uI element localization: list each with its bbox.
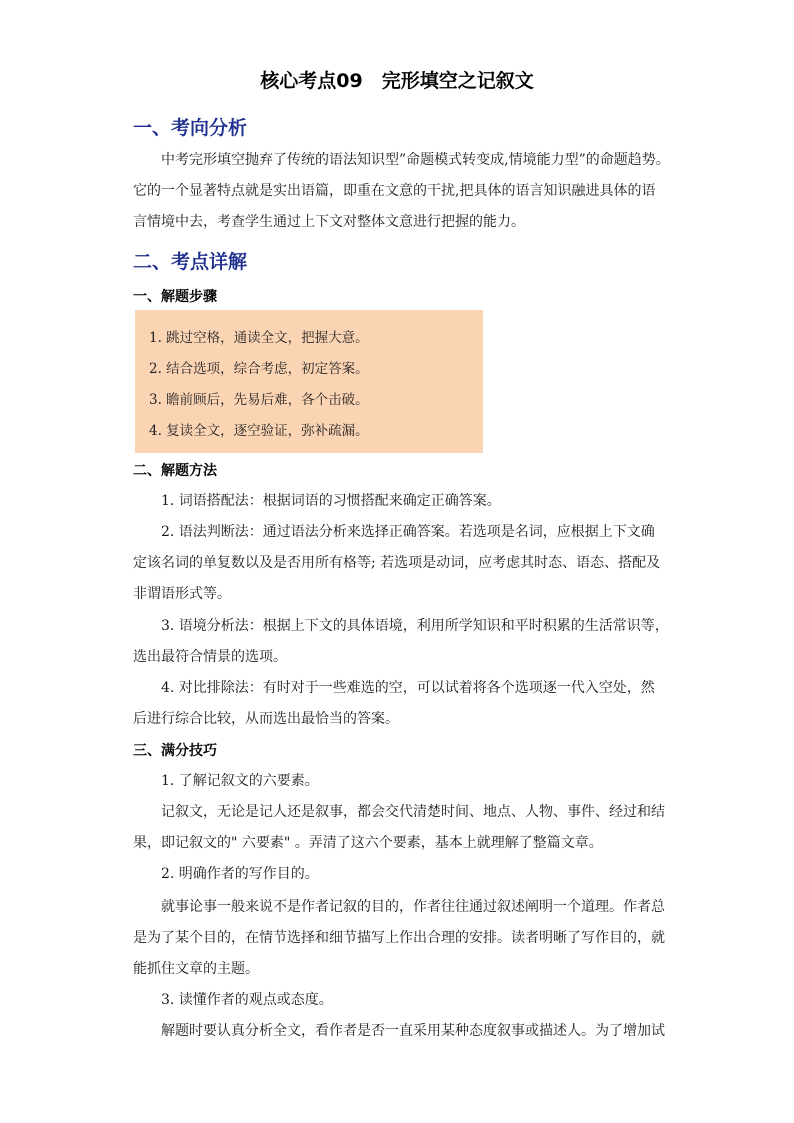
method-line: 选出最符合情景的选项。 [133, 649, 287, 665]
method-line: 2. 语法判断法：通过语法分析来选择正确答案。若选项是名词，应根据上下文确 [161, 524, 655, 540]
subheading-methods: 二、解题方法 [133, 463, 217, 479]
tip-line: 解题时要认真分析全文，看作者是否一直采用某种态度叙事或描述人。为了增加试 [161, 1023, 665, 1039]
page-title: 核心考点09 完形填空之记叙文 [260, 70, 534, 92]
method-line: 非谓语形式等。 [133, 586, 231, 602]
tip-line: 3. 读懂作者的观点或态度。 [161, 992, 333, 1008]
section-heading-details: 二、考点详解 [133, 251, 248, 273]
steps-highlight-box [135, 310, 483, 453]
tip-line: 就事论事一般来说不是作者记叙的目的，作者往往通过叙述阐明一个道理。作者总 [161, 899, 665, 915]
method-line: 1. 词语搭配法：根据词语的习惯搭配来确定正确答案。 [161, 493, 501, 509]
tip-line: 能抓住文章的主题。 [133, 961, 259, 977]
section-heading-analysis: 一、考向分析 [133, 117, 248, 139]
paragraph-line: 中考完形填空抛弃了传统的语法知识型”命题模式转变成,情境能力型”的命题趋势。 [161, 152, 670, 168]
method-line: 后进行综合比较，从而选出最恰当的答案。 [133, 711, 399, 727]
subheading-tips: 三、满分技巧 [133, 743, 217, 759]
tip-line: 是为了某个目的，在情节选择和细节描写上作出合理的安排。读者明晰了写作目的，就 [133, 930, 665, 946]
tip-line: 记叙文，无论是记人还是叙事，都会交代清楚时间、地点、人物、事件、经过和结 [161, 804, 665, 820]
method-line: 定该名词的单复数以及是否用所有格等; 若选项是动词，应考虑其时态、语态、搭配及 [133, 555, 661, 571]
tip-line: 1. 了解记叙文的六要素。 [161, 773, 319, 789]
tip-line: 果，即记叙文的" 六要素" 。弄清了这六个要素，基本上就理解了整篇文章。 [133, 835, 603, 851]
method-line: 4. 对比排除法：有时对于一些难选的空，可以试着将各个选项逐一代入空处，然 [161, 680, 655, 696]
paragraph-line: 言情境中去，考查学生通过上下文对整体文意进行把握的能力。 [133, 214, 525, 230]
tip-line: 2. 明确作者的写作目的。 [161, 866, 319, 882]
subheading-steps: 一、解题步骤 [133, 289, 217, 305]
step-item: 3. 瞻前顾后，先易后难，各个击破。 [149, 392, 369, 408]
method-line: 3. 语境分析法：根据上下文的具体语境，利用所学知识和平时积累的生活常识等， [161, 618, 669, 634]
paragraph-line: 它的一个显著特点就是实出语篇，即重在文意的干扰,把具体的语言知识融进具体的语 [133, 183, 656, 199]
step-item: 2. 结合选项，综合考虑，初定答案。 [149, 361, 369, 377]
step-item: 4. 复读全文，逐空验证，弥补疏漏。 [149, 423, 369, 439]
step-item: 1. 跳过空格，通读全文，把握大意。 [149, 330, 369, 346]
